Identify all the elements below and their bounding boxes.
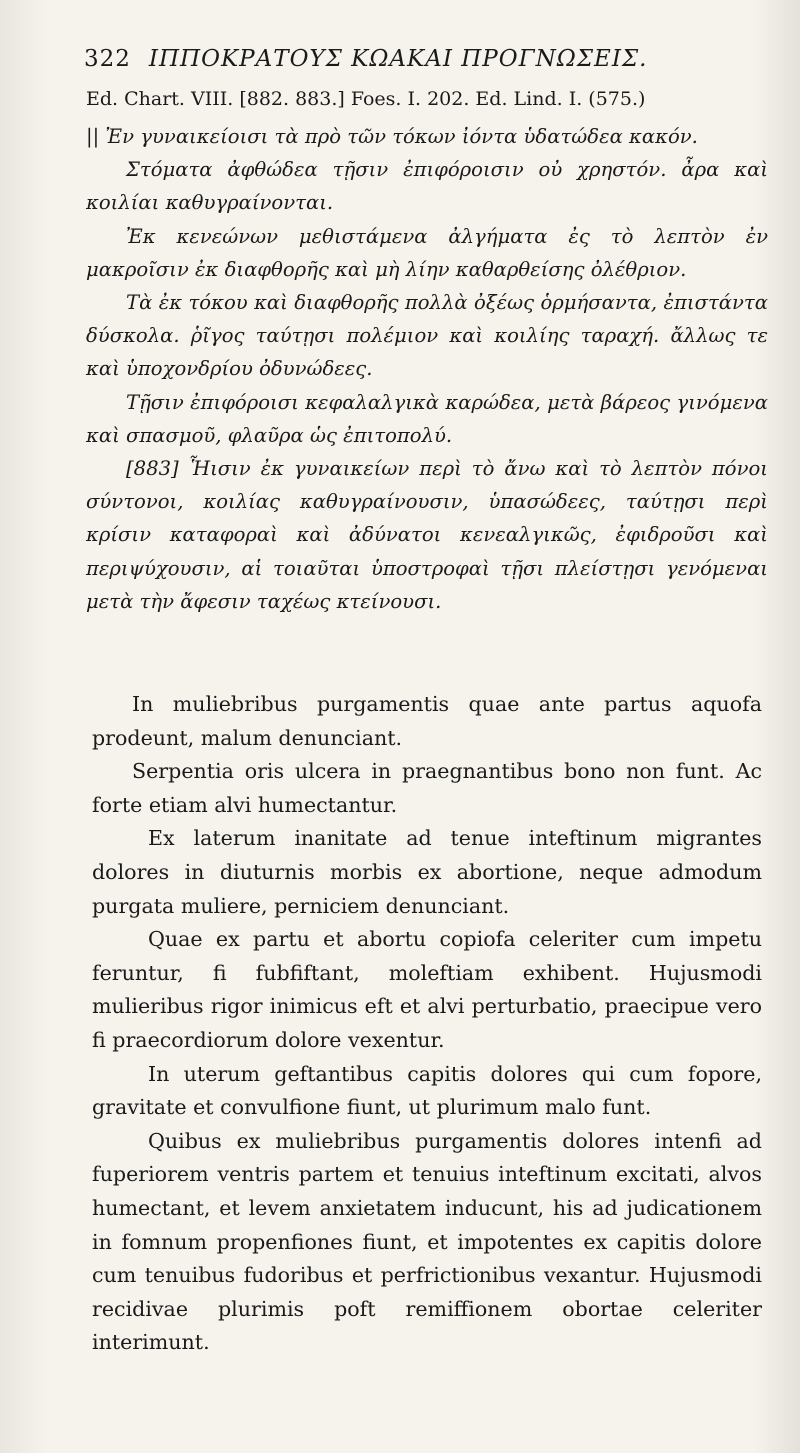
greek-paragraph: || Ἐν γυναικείοισι τὰ πρὸ τῶν τόκων ἰόντα ὑδατώδεα κακόν. xyxy=(86,125,698,148)
greek-text xyxy=(86,120,768,618)
page-number: 322 xyxy=(84,46,131,72)
latin-paragraph: In muliebribus purgamentis quae ante partus aquofa prodeunt, malum denunciant. xyxy=(92,692,762,750)
latin-paragraph: In uterum geftantibus capitis dolores qui cum fopore, gravitate et convulfione fiunt, ut plurimum malo funt. xyxy=(92,1061,762,1120)
latin-paragraph: Quibus ex muliebribus purgamentis dolores intenfi ad fuperiorem ventris partem et tenuius inteftinum excitati, alvos humectant, et levem anxietatem inducunt, his ad judicationem in fomnum propenfiones fiunt, et impotentes ex capitis dolore cum tenuibus fudoribus et perfrictionibus vexantur. Hujusmodi recidivae plurimis poft remiffionem obortae celeriter interimunt. xyxy=(92,1128,762,1355)
greek-paragraph: Τῇσιν ἐπιφόροισι κεφαλαλγικὰ καρώδεα, μετὰ βάρεος γινόμενα καὶ σπασμοῦ, φλαῦρα ὡς ἐπιτοπολύ. xyxy=(86,390,768,447)
running-head xyxy=(84,46,784,72)
latin-translation xyxy=(92,688,762,1360)
latin-paragraph: Ex laterum inanitate ad tenue inteftinum migrantes dolores in diuturnis morbis ex abortione, neque admodum purgata muliere, perniciem denunciant. xyxy=(92,826,762,918)
edition-references: Ed. Chart. VIII. [882. 883.] Foes. I. 202. Ed. Lind. I. (575.) xyxy=(86,88,646,110)
running-title: ΙΠΠΟΚΡΑΤΟΥΣ ΚΩΑΚΑΙ ΠΡΟΓΝΩΣΕΙΣ. xyxy=(148,46,648,72)
greek-paragraph: Τὰ ἐκ τόκου καὶ διαφθορῆς πολλὰ ὀξέως ὁρμήσαντα, ἐπιστάντα δύσκολα. ῥῖγος ταύτῃσι πολέμιον καὶ κοιλίης ταραχή. ἄλλως τε καὶ ὑποχονδρίου ὀδυνώδεες. xyxy=(86,291,768,381)
greek-paragraph: Ἐκ κενεώνων μεθιστάμενα ἀλγήματα ἐς τὸ λεπτὸν ἐν μακροῖσιν ἐκ διαφθορῆς καὶ μὴ λίην καθαρθείσης ὀλέθριον. xyxy=(86,224,768,281)
greek-paragraph: [883] Ἧισιν ἐκ γυναικείων περὶ τὸ ἄνω καὶ τὸ λεπτὸν πόνοι σύντονοι, κοιλίας καθυγραίνουσιν, ὑπασώδεες, ταύτῃσι περὶ κρίσιν καταφοραὶ καὶ ἀδύνατοι κενεαλγικῶς, ἐφιδροῦσι καὶ περιψύχουσιν, αἱ τοιαῦται ὑποστροφαὶ τῇσι πλείστῃσι γενόμεναι μετὰ τὴν ἄφεσιν ταχέως κτείνουσι. xyxy=(86,457,768,613)
greek-paragraph: Στόματα ἀφθώδεα τῇσιν ἐπιφόροισιν οὐ χρηστόν. ἆρα καὶ κοιλίαι καθυγραίνονται. xyxy=(86,158,768,215)
latin-paragraph: Serpentia oris ulcera in praegnantibus bono non funt. Ac forte etiam alvi humectantur. xyxy=(92,759,762,817)
latin-paragraph: Quae ex partu et abortu copiofa celeriter cum impetu feruntur, fi fubfiftant, moleftiam exhibent. Hujusmodi mulieribus rigor inimicus eft et alvi perturbatio, praecipue vero fi praecordiorum dolore vexentur. xyxy=(92,927,762,1052)
